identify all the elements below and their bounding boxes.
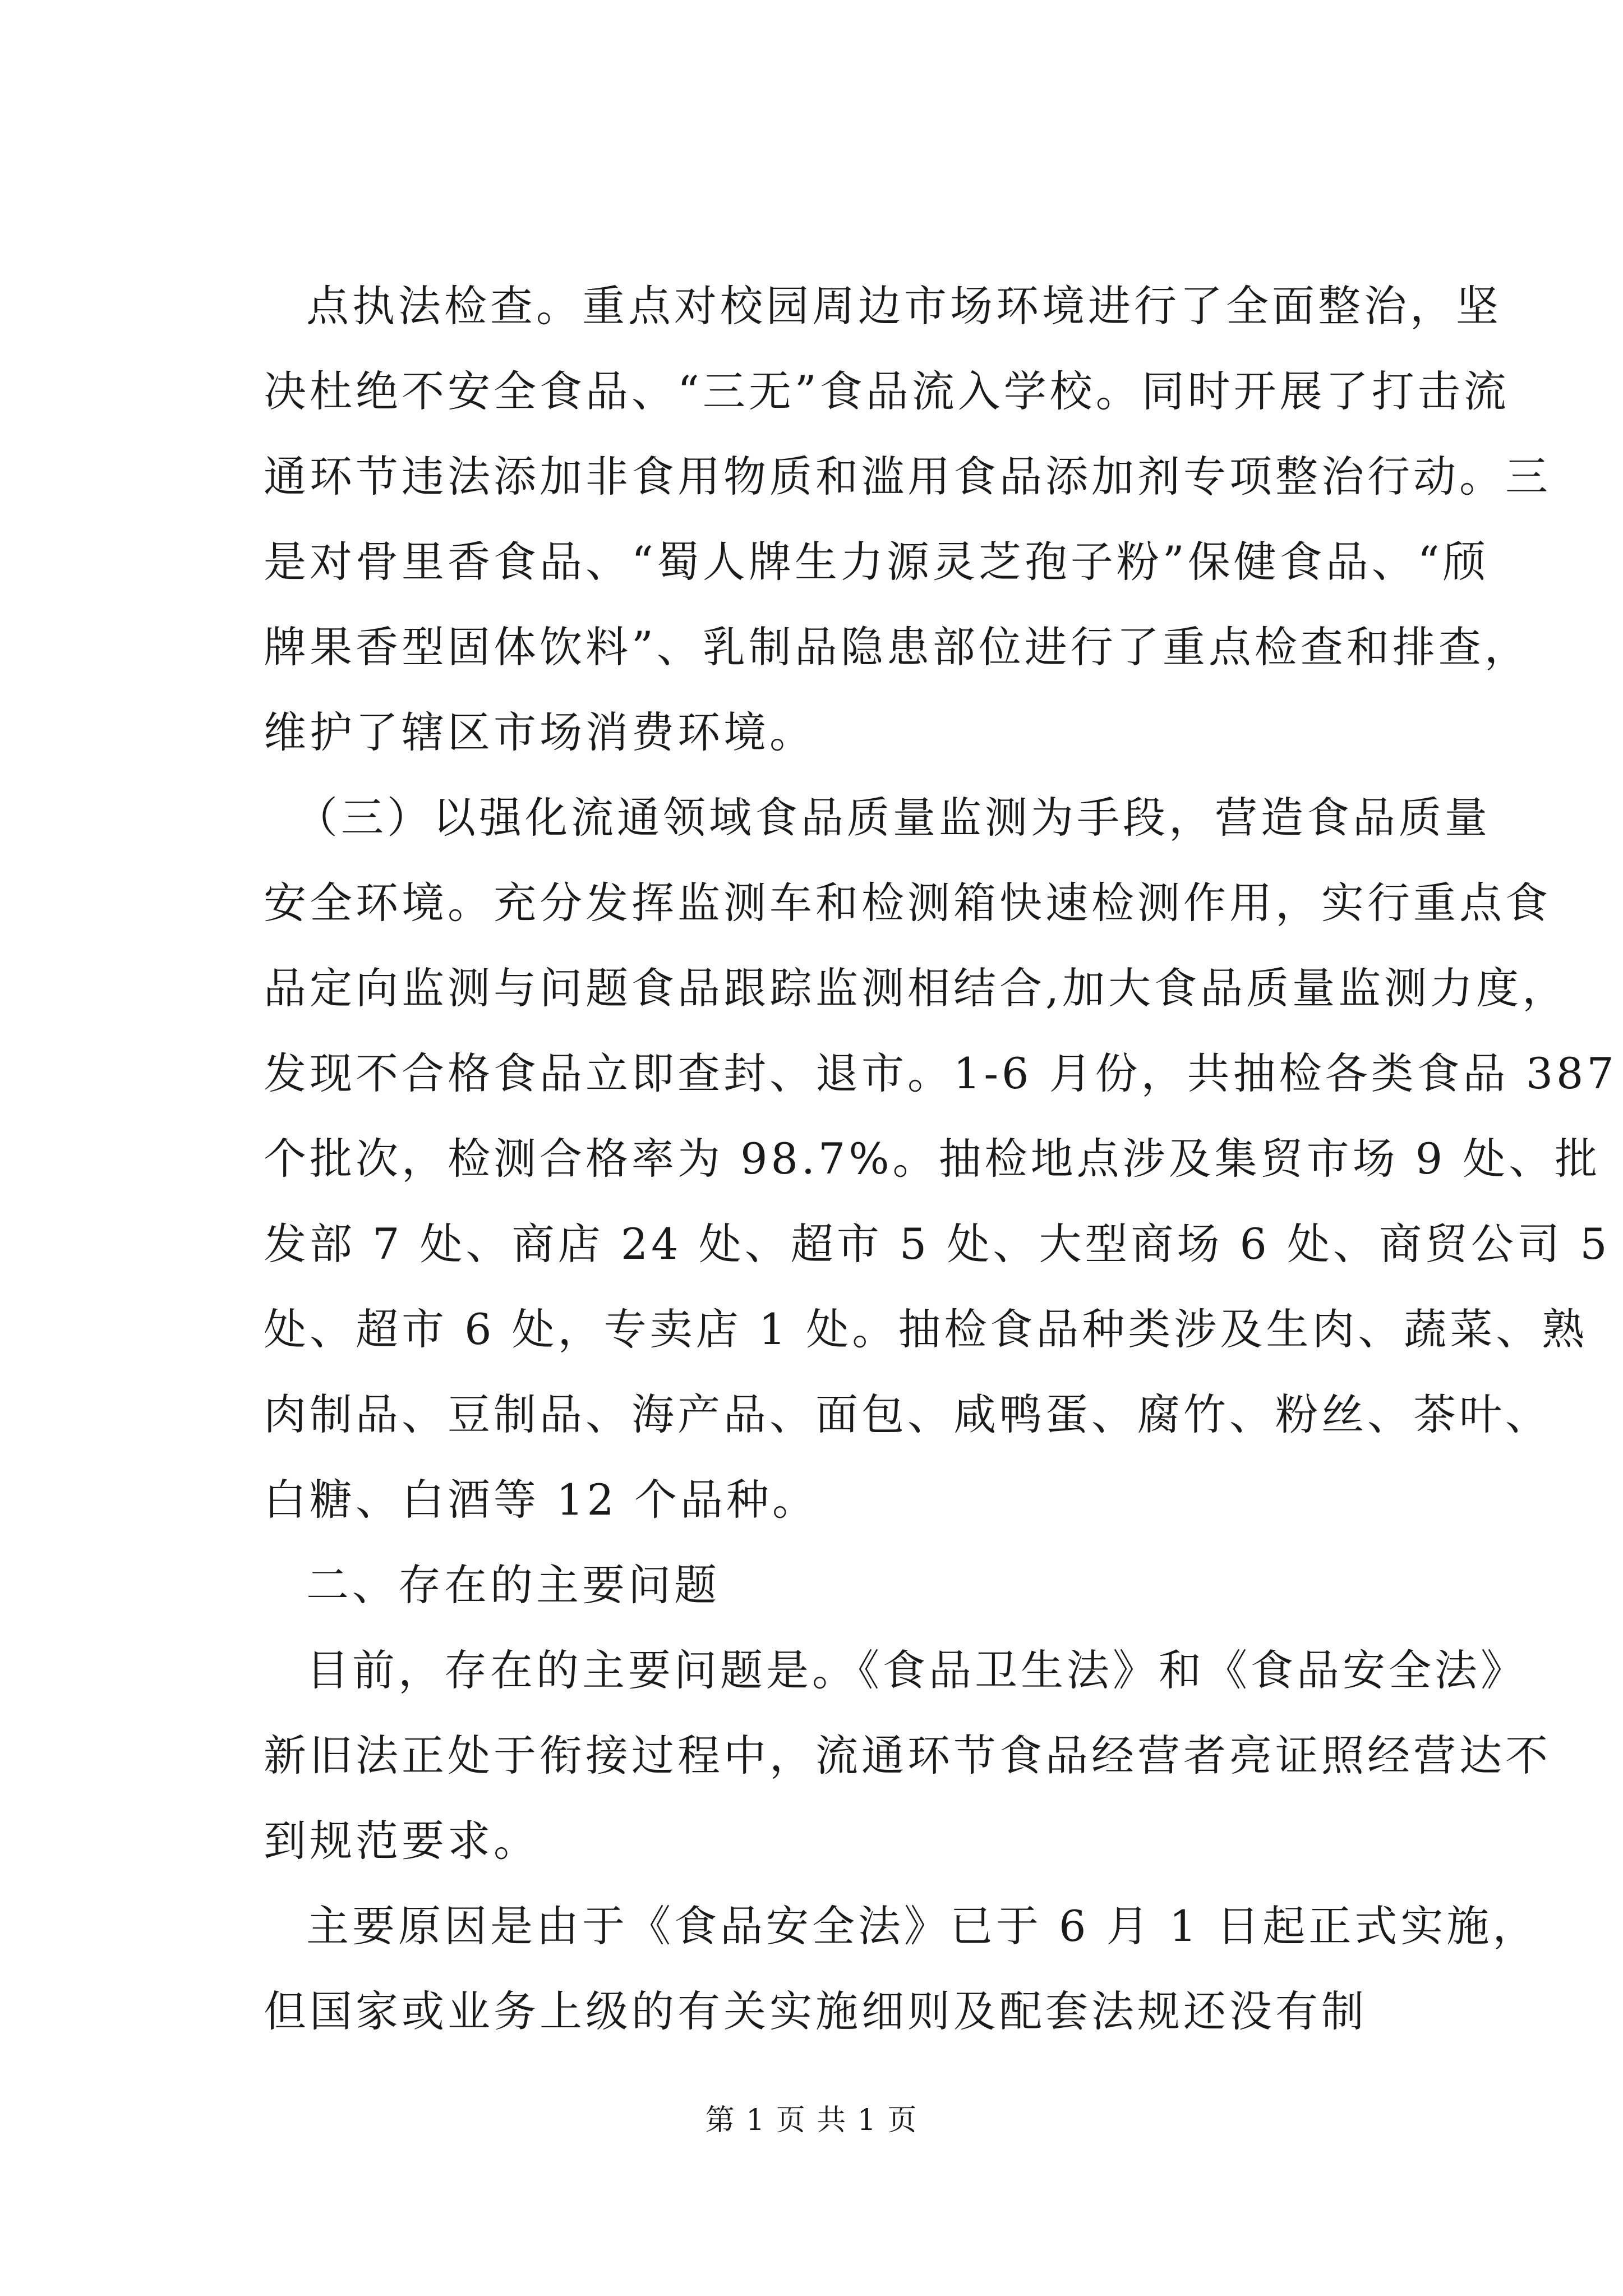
section-heading-3: （三）以强化流通领域食品质量监测为手段，营造食品质量 [295,793,1491,843]
body-line: 是对骨里香食品、“蜀人牌生力源灵芝孢子粉”保健食品、“颀 [264,537,1489,587]
body-line: 发现不合格食品立即查封、退市。1-6 月份，共抽检各类食品 387 [264,1048,1617,1098]
document-body [264,264,1617,2054]
body-line: 主要原因是由于《食品安全法》已于 6 月 1 日起正式实施， [306,1901,1539,1951]
body-line: 处、超市 6 处，专卖店 1 处。抽检食品种类涉及生肉、蔬菜、熟 [264,1304,1588,1354]
section-heading-2: 二、存在的主要问题 [306,1560,720,1610]
body-line: 目前，存在的主要问题是。《食品卫生法》和《食品安全法》 [306,1645,1527,1695]
body-line: 肉制品、豆制品、海产品、面包、咸鸭蛋、腐竹、粉丝、茶叶、 [264,1389,1551,1439]
body-line: 新旧法正处于衔接过程中，流通环节食品经营者亮证照经营达不 [264,1731,1551,1780]
page-number-label: 第 1 页 共 1 页 [705,2104,918,2137]
body-line: 但国家或业务上级的有关实施细则及配套法规还没有制 [264,1986,1367,2036]
body-line: 点执法检查。重点对校园周边市场环境进行了全面整治，坚 [306,281,1502,331]
body-line: 维护了辖区市场消费环境。 [264,707,815,757]
body-line: 个批次，检测合格率为 98.7%。抽检地点涉及集贸市场 9 处、批 [264,1134,1601,1184]
body-line: 牌果香型固体饮料”、乳制品隐患部位进行了重点检查和排查， [264,622,1530,672]
body-line: 决杜绝不安全食品、“三无”食品流入学校。同时开展了打击流 [264,366,1510,416]
body-line: 白糖、白酒等 12 个品种。 [264,1475,819,1525]
page-footer [0,2101,1623,2140]
body-line: 到规范要求。 [264,1816,540,1866]
body-line: 通环节违法添加非食用物质和滥用食品添加剂专项整治行动。三 [264,452,1551,501]
body-line: 安全环境。充分发挥监测车和检测箱快速检测作用，实行重点食 [264,878,1551,928]
body-line: 发部 7 处、商店 24 处、超市 5 处、大型商场 6 处、商贸公司 5 [264,1219,1611,1269]
body-line: 品定向监测与问题食品跟踪监测相结合,加大食品质量监测力度， [264,963,1569,1013]
